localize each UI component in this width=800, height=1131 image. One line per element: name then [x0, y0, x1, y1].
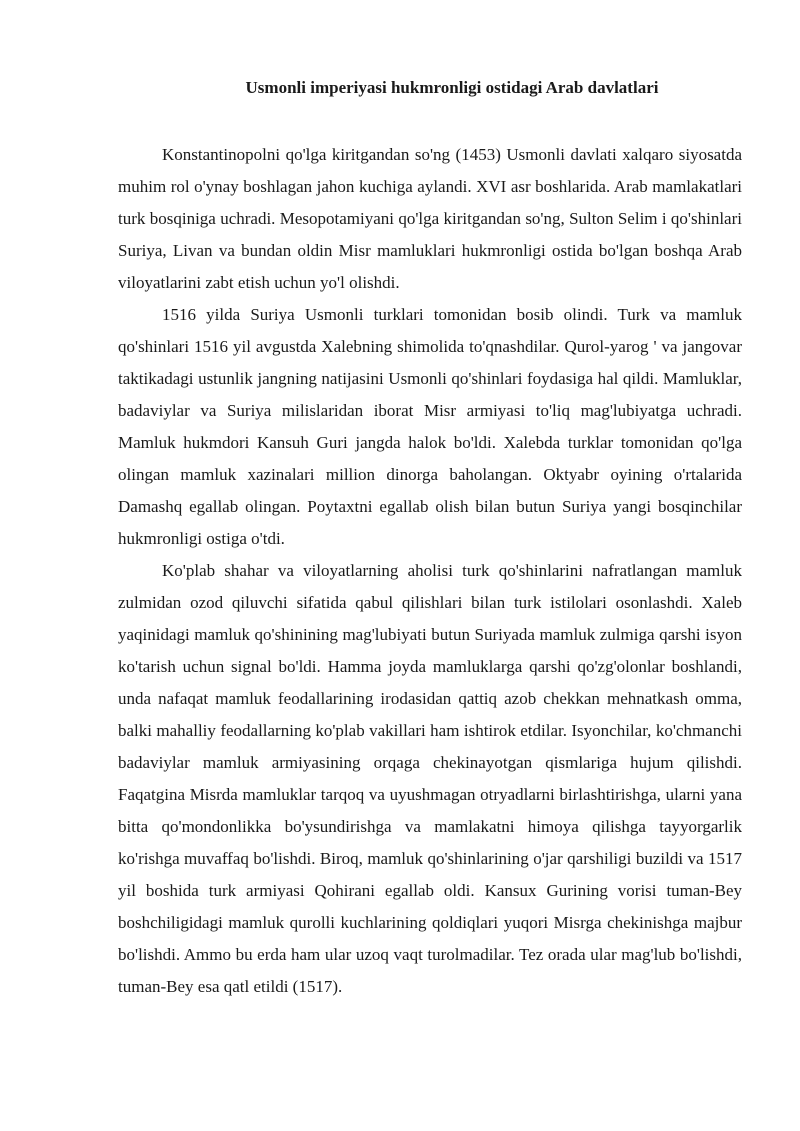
document-title: Usmonli imperiyasi hukmronligi ostidagi Arab davlatlari	[245, 78, 659, 97]
paragraph-1: Konstantinopolni qo'lga kiritgandan so'ng (1453) Usmonli davlati xalqaro siyosatda muhim rol o'ynay boshlagan jahon kuchiga aylandi. XVI asr boshlarida. Arab mamlakatlari turk bosqiniga uchradi. Mesopotamiyani qo'lga kiritgandan so'ng, Sulton Selim i qo'shinlari Suriya, Livan va bundan oldin Misr mamluklari hukmronligi ostida bo'lgan boshqa Arab viloyatlarini zabt etish uchun yo'l olishdi.	[118, 145, 742, 292]
document-body	[118, 139, 742, 1003]
paragraph-3: Ko'plab shahar va viloyatlarning aholisi turk qo'shinlarini nafratlangan mamluk zulmidan ozod qiluvchi sifatida qabul qilishlari bilan turk istilolari osonlashdi. Xaleb yaqinidagi mamluk qo'shinining mag'lubiyati butun Suriyada mamluk zulmiga qarshi isyon ko'tarish uchun signal bo'ldi. Hamma joyda mamluklarga qarshi qo'zg'olonlar boshlandi, unda nafaqat mamluk feodallarining irodasidan qattiq azob chekkan mehnatkash omma, balki mahalliy feodallarning ko'plab vakillari ham ishtirok etdilar. Isyonchilar, ko'chmanchi badaviylar mamluk armiyasining orqaga chekinayotgan qismlariga hujum qilishdi. Faqatgina Misrda mamluklar tarqoq va uyushmagan otryadlarni birlashtirishga, ularni yana bitta qo'mondonlikka bo'ysundirishga va mamlakatni himoya qilishga tayyorgarlik ko'rishga muvaffaq bo'lishdi. Biroq, mamluk qo'shinlarining o'jar qarshiligi buzildi va 1517 yil boshida turk armiyasi Qohirani egallab oldi. Kansux Gurining vorisi tuman-Bey boshchiligidagi mamluk qurolli kuchlarining qoldiqlari yuqori Misrga chekinishga majbur bo'lishdi. Ammo bu erda ham ular uzoq vaqt turolmadilar. Tez orada ular mag'lub bo'lishdi, tuman-Bey esa qatl etildi (1517).	[118, 561, 742, 996]
paragraph-2: 1516 yilda Suriya Usmonli turklari tomonidan bosib olindi. Turk va mamluk qo'shinlari 1516 yil avgustda Xalebning shimolida to'qnashdilar. Qurol-yarog ' va jangovar taktikadagi ustunlik jangning natijasini Usmonli qo'shinlari foydasiga hal qildi. Mamluklar, badaviylar va Suriya milislaridan iborat Misr armiyasi to'liq mag'lubiyatga uchradi. Mamluk hukmdori Kansuh Guri jangda halok bo'ldi. Xalebda turklar tomonidan qo'lga olingan mamluk xazinalari million dinorga baholangan. Oktyabr oyining o'rtalarida Damashq egallab olingan. Poytaxtni egallab olish bilan butun Suriya yangi bosqinchilar hukmronligi ostiga o'tdi.	[118, 305, 742, 548]
